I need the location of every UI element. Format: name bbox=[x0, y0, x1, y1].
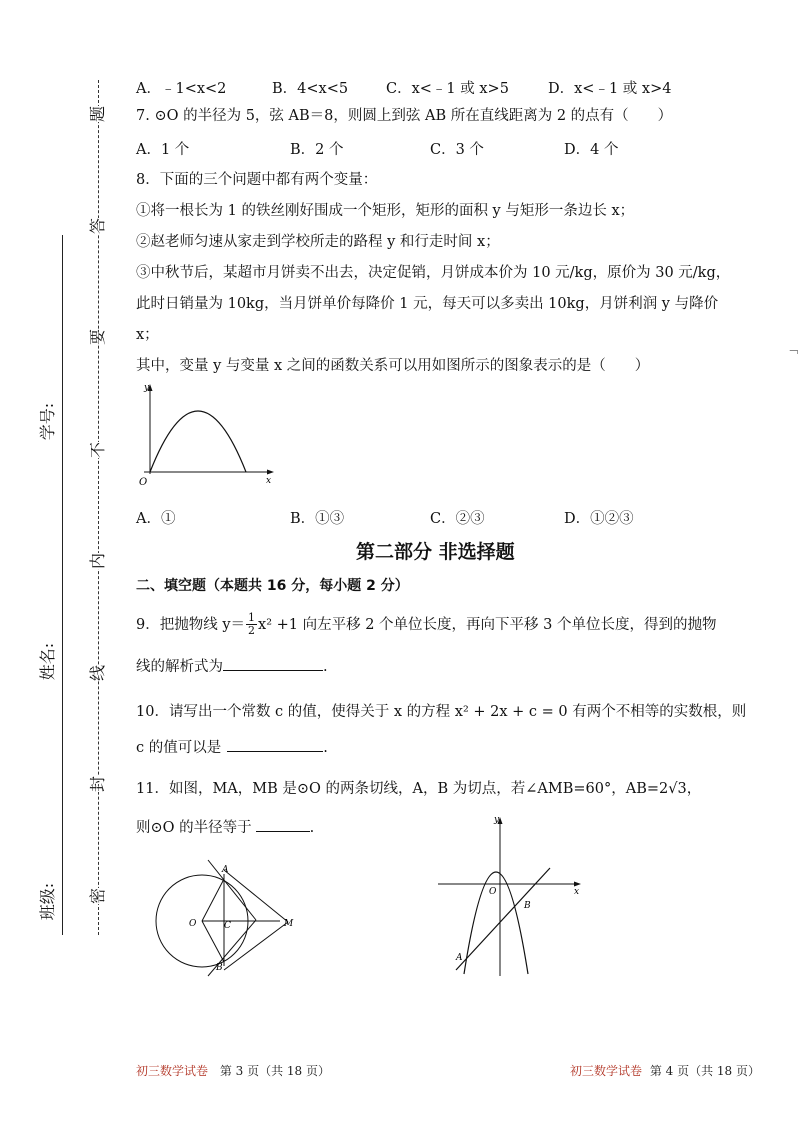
q6-option-c: C．x<﹣1 或 x>5 bbox=[386, 81, 509, 97]
q8-stem: 8．下面的三个问题中都有两个变量： bbox=[136, 172, 378, 188]
q9-prefix: 9．把抛物线 y＝ bbox=[136, 616, 246, 633]
q11-answer-blank[interactable] bbox=[256, 817, 310, 832]
q7-option-b: B．2 个 bbox=[290, 142, 344, 158]
q9-frac-den: 2 bbox=[248, 624, 256, 637]
seal-char: 线 bbox=[88, 664, 108, 682]
q9-fraction bbox=[246, 612, 257, 637]
seal-char: 要 bbox=[88, 328, 108, 346]
q11-line1: 11．如图，MA，MB 是⊙O 的两条切线，A，B 为切点，若∠AMB=60°，AB=2√3， bbox=[136, 781, 702, 797]
q10-answer-blank[interactable] bbox=[227, 737, 323, 752]
fig2-b-label: B bbox=[524, 901, 531, 911]
q8-option-d: D．①②③ bbox=[564, 511, 634, 527]
label-m: M bbox=[284, 919, 294, 929]
q11-end: . bbox=[309, 820, 315, 836]
part2-title: 第二部分 非选择题 bbox=[356, 541, 515, 563]
label-b: B bbox=[216, 963, 223, 973]
q8-option-b: B．①③ bbox=[290, 511, 345, 527]
footer-right-page: 第 4 页（共 18 页） bbox=[649, 1064, 761, 1078]
footer-left-title: 初三数学试卷 bbox=[136, 1064, 209, 1078]
q7-text: 7. ⊙O 的半径为 5，弦 AB＝8，则圆上到弦 AB 所在直线距离为 2 的点有（ ） bbox=[136, 108, 673, 124]
q8-item-3: ③中秋节后，某超市月饼卖不出去，决定促销，月饼成本价为 10 元/kg，原价为 30 元/kg， bbox=[136, 265, 731, 281]
q8-parabola-graph bbox=[136, 380, 286, 490]
label-a: A bbox=[222, 865, 229, 875]
seal-char: 答 bbox=[88, 217, 108, 235]
seal-char: 内 bbox=[88, 552, 108, 570]
fig2-y-label: y bbox=[494, 815, 500, 825]
fill-in-subheading: 二、填空题（本题共 16 分，每小题 2 分） bbox=[136, 578, 409, 594]
q8-item-3-cont: 此时日销量为 10kg，当月饼单价每降价 1 元，每天可以多卖出 10kg，月饼利润 y 与降价 bbox=[136, 296, 719, 312]
seal-dashed-line bbox=[98, 80, 99, 935]
seal-char: 封 bbox=[88, 775, 108, 793]
q11-circle-figure bbox=[150, 858, 310, 978]
segment-oa bbox=[202, 879, 224, 921]
edge-mark: 「 bbox=[784, 342, 799, 355]
footer-left bbox=[136, 1062, 330, 1079]
q8-item-3-end: x； bbox=[136, 327, 159, 343]
q9-frac-num: 1 bbox=[248, 611, 256, 624]
q9-answer-blank[interactable] bbox=[223, 656, 323, 671]
fig2-x-label: x bbox=[574, 887, 580, 897]
graph-x-label: x bbox=[266, 476, 272, 486]
seal-char: 不 bbox=[88, 441, 108, 459]
seal-char: 题 bbox=[88, 105, 108, 123]
q8-item-1: ①将一根长为 1 的铁丝刚好围成一个矩形，矩形的面积 y 与矩形一条边长 x； bbox=[136, 203, 635, 219]
footer-right bbox=[570, 1062, 760, 1079]
q9-line1 bbox=[136, 612, 717, 637]
q9-mid: x² +1 向左平移 2 个单位长度，再向下平移 3 个单位长度，得到的抛物 bbox=[258, 616, 717, 633]
fig2-a-label: A bbox=[456, 953, 463, 963]
x-axis-arrow bbox=[267, 470, 274, 475]
q10-line2 bbox=[136, 737, 328, 758]
label-o: O bbox=[189, 919, 197, 929]
x-axis-arrow bbox=[574, 882, 581, 887]
seal-char: 密 bbox=[88, 887, 108, 905]
tangent-ma-ext bbox=[224, 870, 288, 922]
segment-ob bbox=[202, 921, 224, 962]
q7-option-d: D．4 个 bbox=[564, 142, 619, 158]
q6-option-d: D．x<﹣1 或 x>4 bbox=[548, 81, 672, 97]
line-ab bbox=[456, 868, 550, 970]
q7-option-a: A．1 个 bbox=[136, 142, 190, 158]
q9-line2-text: 线的解析式为 bbox=[136, 659, 223, 675]
label-c: C bbox=[224, 921, 231, 931]
q9-line2 bbox=[136, 656, 328, 677]
q6-option-b: B．4<x<5 bbox=[272, 81, 349, 97]
parabola-curve bbox=[150, 411, 246, 472]
q10-line2-text: c 的值可以是 bbox=[136, 740, 222, 756]
q6-option-a: A．﹣1<x<2 bbox=[136, 81, 227, 97]
q11-line2-text: 则⊙O 的半径等于 bbox=[136, 820, 252, 836]
q8-option-c: C．②③ bbox=[430, 511, 485, 527]
footer-left-page: 第 3 页（共 18 页） bbox=[219, 1064, 331, 1078]
graph-origin-label: O bbox=[139, 477, 148, 488]
q8-question: 其中，变量 y 与变量 x 之间的函数关系可以用如图所示的图象表示的是（ ） bbox=[136, 358, 650, 374]
q8-item-2: ②赵老师匀速从家走到学校所走的路程 y 和行走时间 x； bbox=[136, 234, 500, 250]
q7-option-c: C．3 个 bbox=[430, 142, 484, 158]
graph-y-label: y bbox=[144, 383, 150, 393]
student-id-label: 学号: bbox=[35, 403, 58, 440]
q10-line1: 10．请写出一个常数 c 的值，使得关于 x 的方程 x² + 2x + c = 0 有两个不相等的实数根，则 bbox=[136, 704, 747, 720]
name-label: 姓名: bbox=[35, 643, 58, 680]
fig2-o-label: O bbox=[489, 887, 497, 897]
class-label: 班级: bbox=[35, 883, 58, 920]
q9-end: . bbox=[323, 659, 328, 675]
q11-line2 bbox=[136, 817, 314, 838]
parabola-line-figure bbox=[434, 812, 590, 984]
seal-solid-line bbox=[62, 235, 63, 935]
footer-right-title: 初三数学试卷 bbox=[570, 1064, 643, 1078]
q8-option-a: A．① bbox=[136, 511, 176, 527]
q10-end: . bbox=[323, 740, 328, 756]
